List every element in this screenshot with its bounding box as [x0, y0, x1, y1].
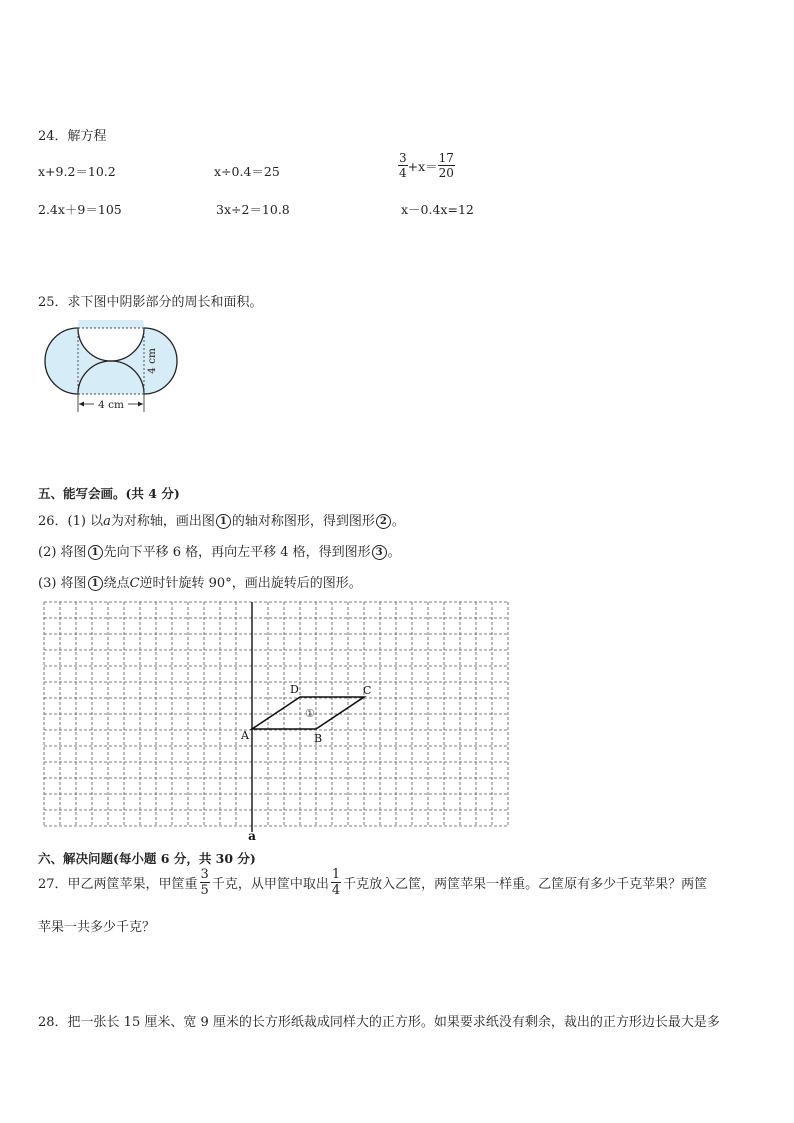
fraction-3-5	[200, 868, 210, 897]
circled-number-3: 3	[372, 545, 387, 560]
q26-part3-text-a: (3) 将图	[38, 576, 87, 591]
axis-label-a: a	[248, 829, 256, 841]
q27-line2: 苹果一共多少千克？	[38, 920, 156, 935]
q24-equation-2: x÷0.4＝25	[214, 164, 280, 179]
fraction-17-20	[438, 152, 455, 179]
axis-variable: a	[103, 514, 111, 529]
circled-number-1: 1	[88, 545, 103, 560]
width-label: 4 cm	[98, 399, 124, 411]
point-variable-c: C	[129, 576, 140, 591]
q24-equation-1: x+9.2＝10.2	[38, 164, 116, 179]
fraction-numerator: 3	[399, 151, 407, 165]
q27-text-c: 千克放入乙筐，两筐苹果一样重。乙筐原有多少千克苹果？两筐	[343, 876, 708, 892]
dim-arrow-left	[79, 402, 84, 407]
section5-title: 五、能写会画。(共 4 分)	[38, 486, 180, 501]
q24-equation-3	[398, 152, 455, 179]
height-label: 4 cm	[146, 348, 158, 374]
circled-number-2: 2	[376, 514, 391, 529]
circled-number-1: 1	[88, 576, 103, 591]
q26-part3	[38, 572, 362, 591]
q26-part1-text-c: 的轴对称图形，得到图形	[231, 514, 375, 529]
q26-part3-text-c: 逆时针旋转 90°，画出旋转后的图形。	[139, 576, 362, 591]
vertex-label-a: A	[241, 729, 249, 742]
fraction-numerator: 1	[331, 866, 341, 882]
vertex-label-c: C	[363, 684, 372, 697]
q26-part1-text-a: 26．(1) 以	[38, 514, 104, 529]
q24-title: 24．解方程	[38, 129, 107, 144]
fraction-numerator: 17	[438, 151, 454, 165]
q26-part1	[38, 510, 405, 529]
q27-text-b: 千克，从甲筐中取出	[211, 876, 329, 892]
fraction-denominator: 20	[438, 166, 454, 180]
q26-part2-text-b: 先向下平移 6 格，再向左平移 4 格，得到图形	[103, 545, 371, 560]
q24-equation-4: 2.4x＋9＝105	[38, 202, 122, 217]
q25-title: 25．求下图中阴影部分的周长和面积。	[38, 295, 263, 310]
q26-part2	[38, 541, 401, 560]
shape-label-1: ①	[305, 707, 315, 720]
q26-part2-text-c: 。	[387, 545, 401, 560]
q24-equation-6: x－0.4x=12	[401, 202, 474, 217]
q28-text: 28．把一张长 15 厘米、宽 9 厘米的长方形纸裁成同样大的正方形。如果要求纸没有剩余，裁出的正方形边长最大是多	[38, 1015, 720, 1030]
fraction-denominator: 5	[200, 882, 209, 898]
q26-part2-text-a: (2) 将图	[38, 545, 87, 560]
q26-part1-text-b: 为对称轴，画出图	[110, 514, 215, 529]
equation-middle: +x＝	[407, 158, 438, 174]
q27-line1	[38, 862, 707, 902]
grid-figure	[38, 596, 518, 841]
q26-part3-text-b: 绕点	[103, 576, 130, 591]
shaded-figure-diagram	[38, 320, 198, 420]
fraction-3-4	[398, 152, 408, 179]
q26-part1-text-d: 。	[391, 514, 405, 529]
section6-title: 六、解决问题(每小题 6 分，共 30 分)	[38, 851, 256, 866]
dim-arrow-right	[138, 402, 143, 407]
fraction-denominator: 4	[331, 882, 341, 898]
fraction-1-4	[331, 868, 341, 897]
q27-text-a: 27．甲乙两筐苹果，甲筐重	[38, 876, 198, 892]
fraction-denominator: 4	[399, 166, 407, 180]
fraction-numerator: 3	[200, 866, 209, 882]
vertex-label-d: D	[290, 683, 299, 696]
vertex-label-b: B	[314, 732, 323, 745]
circled-number-1: 1	[216, 514, 231, 529]
q24-equation-5: 3x÷2＝10.8	[216, 202, 290, 217]
dashed-grid	[44, 602, 508, 826]
